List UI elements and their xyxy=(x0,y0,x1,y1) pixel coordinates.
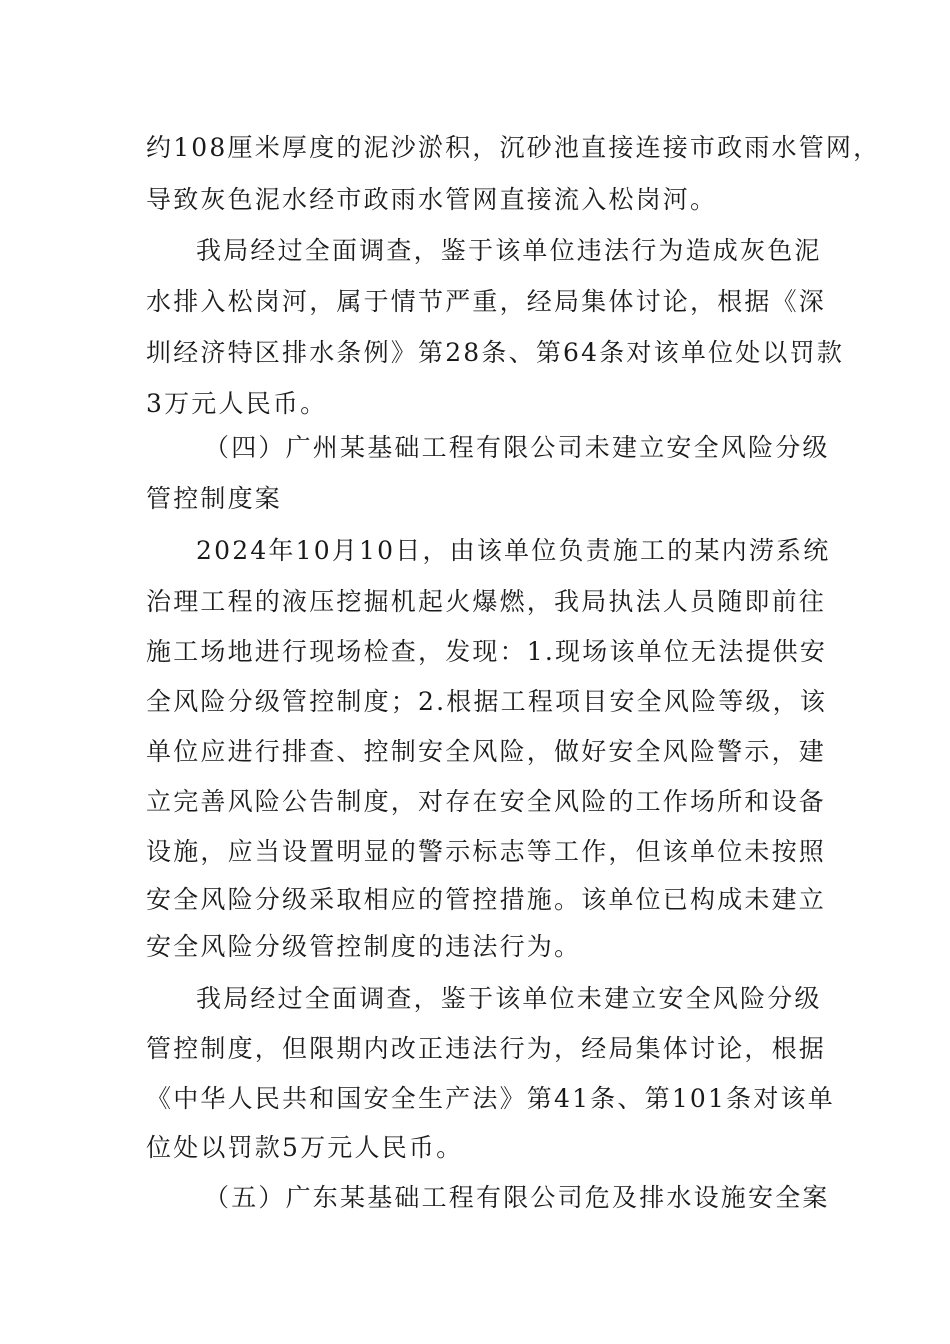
text-line: 安全风险分级采取相应的管控措施。该单位已构成未建立 xyxy=(146,885,827,914)
text-line: 立完善风险公告制度，对存在安全风险的工作场所和设备 xyxy=(146,787,827,816)
text-line: 水排入松岗河，属于情节严重，经局集体讨论，根据《深 xyxy=(146,287,827,316)
text-line: 《中华人民共和国安全生产法》第41条、第101条对该单 xyxy=(146,1084,835,1113)
text-line: 管控制度，但限期内改正违法行为，经局集体讨论，根据 xyxy=(146,1034,827,1063)
text-line: 导致灰色泥水经市政雨水管网直接流入松岗河。 xyxy=(146,185,718,214)
text-line: 我局经过全面调查，鉴于该单位未建立安全风险分级 xyxy=(196,984,822,1013)
text-line: 3万元人民币。 xyxy=(146,389,328,418)
text-line: 单位应进行排查、控制安全风险，做好安全风险警示，建 xyxy=(146,737,827,766)
section-heading: （四）广州某基础工程有限公司未建立安全风险分级 xyxy=(204,433,830,462)
section-heading: 管控制度案 xyxy=(146,484,283,513)
text-line: 设施，应当设置明显的警示标志等工作，但该单位未按照 xyxy=(146,837,827,866)
text-line: 治理工程的液压挖掘机起火爆燃，我局执法人员随即前往 xyxy=(146,587,827,616)
text-line: 圳经济特区排水条例》第28条、第64条对该单位处以罚款 xyxy=(146,338,845,367)
text-line: 安全风险分级管控制度的违法行为。 xyxy=(146,932,582,961)
text-line: 2024年10月10日，由该单位负责施工的某内涝系统 xyxy=(196,536,831,565)
text-line: 施工场地进行现场检查，发现：1.现场该单位无法提供安 xyxy=(146,637,828,666)
text-line: 全风险分级管控制度；2.根据工程项目安全风险等级，该 xyxy=(146,687,828,716)
section-heading: （五）广东某基础工程有限公司危及排水设施安全案 xyxy=(204,1183,830,1212)
text-line: 位处以罚款5万元人民币。 xyxy=(146,1133,464,1162)
text-line: 我局经过全面调查，鉴于该单位违法行为造成灰色泥 xyxy=(196,236,822,265)
text-line: 约108厘米厚度的泥沙淤积，沉砂池直接连接市政雨水管网， xyxy=(146,133,881,162)
